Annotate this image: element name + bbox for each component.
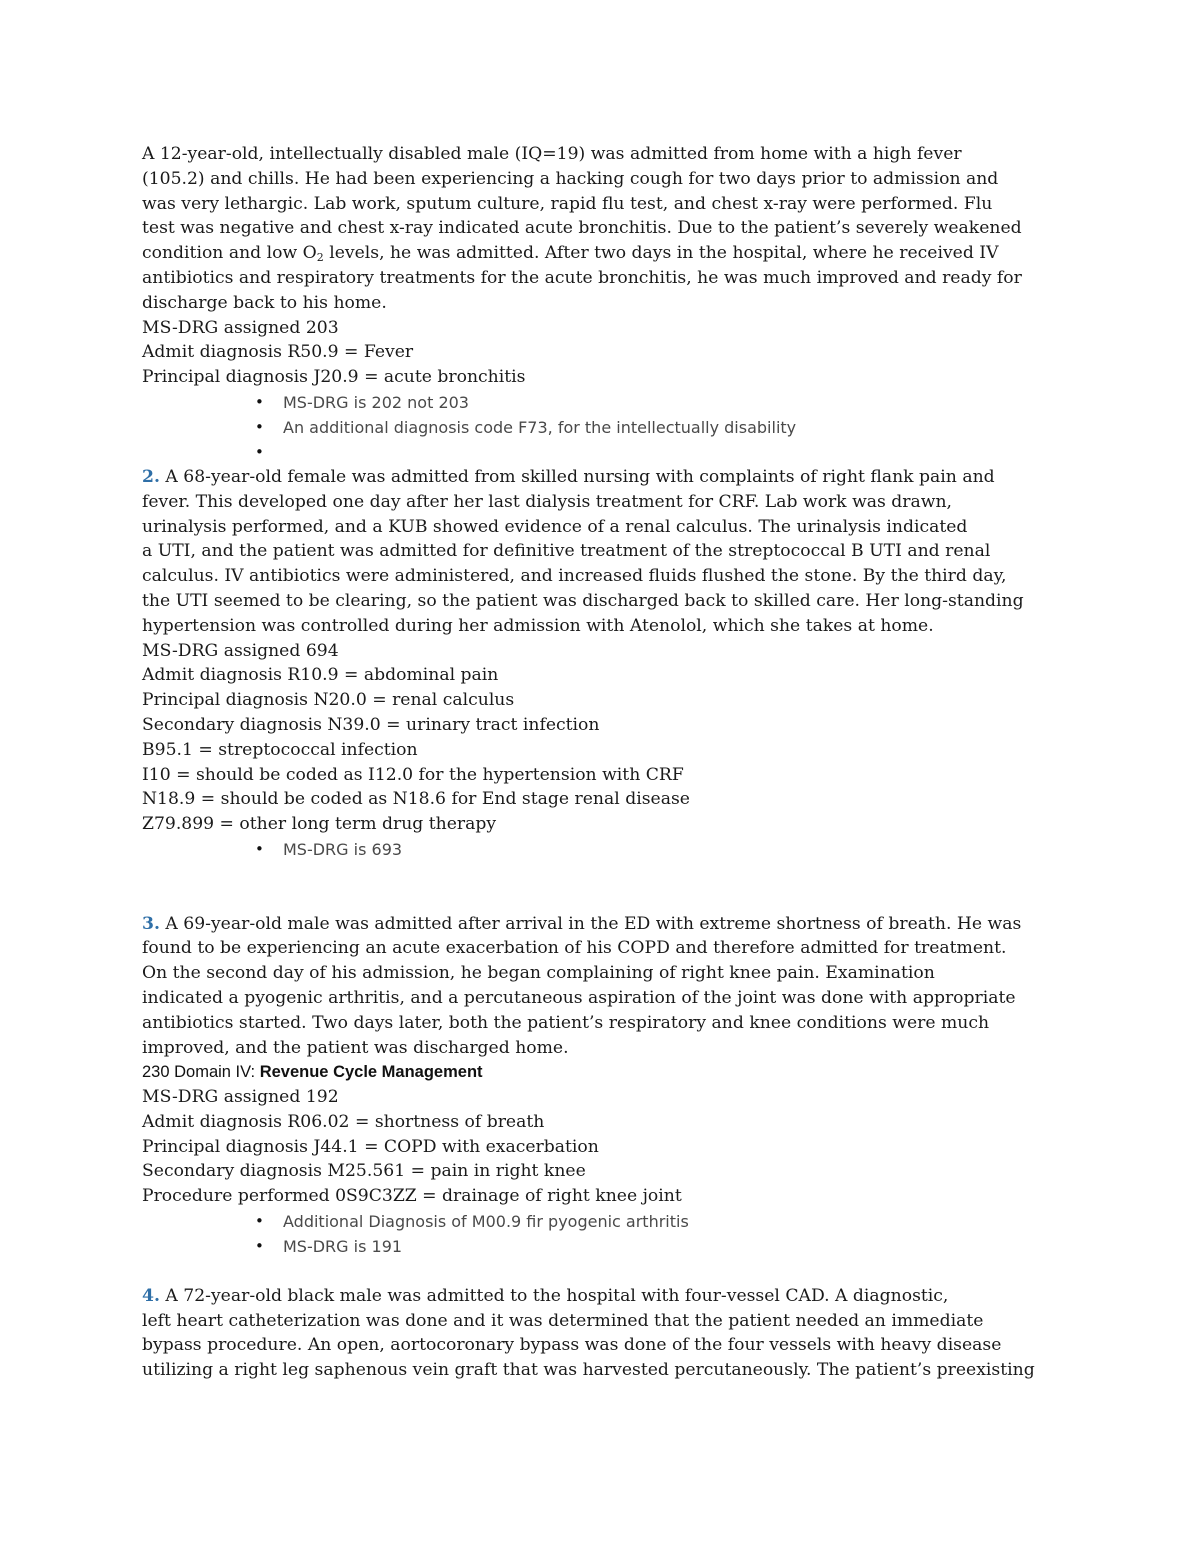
- subscript: 2: [316, 251, 324, 265]
- case-3-text-line: improved, and the patient was discharged home.: [142, 1037, 569, 1058]
- case-1-text-line: test was negative and chest x-ray indicated acute bronchitis. Due to the patient’s severely weakened: [142, 218, 1022, 239]
- secondary-diagnosis: Secondary diagnosis M25.561 = pain in right knee: [142, 1161, 586, 1182]
- principal-diagnosis: Principal diagnosis J20.9 = acute bronchitis: [142, 367, 526, 388]
- case-1-text-line: discharge back to his home.: [142, 292, 387, 313]
- text-fragment: A 69-year-old male was admitted after arrival in the ED with extreme shortness of breath. He was: [159, 913, 1022, 934]
- bullet-icon: •: [255, 442, 264, 461]
- blank-line: [142, 862, 1052, 887]
- case-number: 3.: [142, 913, 160, 934]
- case-1-text-line: was very lethargic. Lab work, sputum culture, rapid flu test, and chest x-ray were performed. Flu: [142, 193, 993, 214]
- case-4-text-line: bypass procedure. An open, aortocoronary bypass was done of the four vessels with heavy disease: [142, 1335, 1002, 1356]
- case-4: [142, 1284, 1052, 1383]
- case-2-text-line: urinalysis performed, and a KUB showed evidence of a renal calculus. The urinalysis indicated: [142, 516, 968, 537]
- case-1-text-line: A 12-year-old, intellectually disabled male (IQ=19) was admitted from home with a high fever: [142, 144, 962, 164]
- case-4-text-line: left heart catheterization was done and it was determined that the patient needed an immediate: [142, 1310, 984, 1331]
- bullet-icon: •: [255, 392, 264, 411]
- case-3-text-line: On the second day of his admission, he began complaining of right knee pain. Examination: [142, 963, 935, 984]
- bullet-icon: •: [255, 417, 264, 436]
- case-3: [142, 912, 1052, 1284]
- correction-note: [142, 1209, 1052, 1234]
- case-3-text-line: found to be experiencing an acute exacerbation of his COPD and therefore admitted for treatment.: [142, 938, 1007, 959]
- case-3-text-line: antibiotics started. Two days later, both the patient’s respiratory and knee conditions were much: [142, 1012, 990, 1033]
- case-1-text-line: [142, 241, 1052, 266]
- case-3-text-line: indicated a pyogenic arthritis, and a percutaneous aspiration of the joint was done with appropriate: [142, 987, 1016, 1008]
- bullet-icon: •: [255, 1212, 264, 1231]
- correction-note: [142, 837, 1052, 862]
- diagnosis-code-line: I10 = should be coded as I12.0 for the hypertension with CRF: [142, 764, 684, 785]
- case-number: 4.: [142, 1285, 160, 1306]
- text-fragment: condition and low O: [142, 243, 317, 264]
- case-4-text-line: utilizing a right leg saphenous vein graft that was harvested percutaneously. The patient’s preexisting: [142, 1360, 1035, 1381]
- book-reference: [142, 1060, 1052, 1085]
- admit-diagnosis: Admit diagnosis R10.9 = abdominal pain: [142, 665, 499, 686]
- text-fragment: A 68-year-old female was admitted from skilled nursing with complaints of right flank pain and: [159, 466, 995, 487]
- case-4-text-line: [142, 1284, 1052, 1309]
- correction-note: [142, 1234, 1052, 1259]
- text-fragment: levels, he was admitted. After two days in the hospital, where he received IV: [323, 243, 999, 264]
- case-2: [142, 465, 1052, 912]
- ms-drg-assigned: MS-DRG assigned 192: [142, 1087, 339, 1108]
- case-3-text-line: [142, 912, 1052, 937]
- case-2-text-line: fever. This developed one day after her last dialysis treatment for CRF. Lab work was drawn,: [142, 491, 953, 512]
- admit-diagnosis: Admit diagnosis R06.02 = shortness of breath: [142, 1111, 545, 1132]
- correction-note: [142, 415, 1052, 440]
- admit-diagnosis: Admit diagnosis R50.9 = Fever: [142, 342, 414, 363]
- correction-note: [142, 390, 1052, 415]
- case-2-text-line: calculus. IV antibiotics were administered, and increased fluids flushed the stone. By the third day,: [142, 566, 1007, 587]
- note-text: MS-DRG is 693: [283, 839, 403, 859]
- ms-drg-assigned: MS-DRG assigned 203: [142, 317, 339, 338]
- case-2-text-line: the UTI seemed to be clearing, so the patient was discharged back to skilled care. Her long-standing: [142, 590, 1024, 611]
- diagnosis-code-line: N18.9 = should be coded as N18.6 for End stage renal disease: [142, 789, 690, 810]
- procedure-performed: Procedure performed 0S9C3ZZ = drainage of right knee joint: [142, 1186, 682, 1207]
- correction-note: [142, 440, 1052, 465]
- case-1-text-line: antibiotics and respiratory treatments for the acute bronchitis, he was much improved and ready for: [142, 267, 1022, 288]
- bullet-icon: •: [255, 1237, 264, 1256]
- document-body: [142, 142, 1052, 1383]
- ms-drg-assigned: MS-DRG assigned 694: [142, 640, 339, 661]
- case-1: [142, 142, 1052, 465]
- case-2-text-line: [142, 465, 1052, 490]
- text-fragment: 230 Domain IV:: [142, 1063, 260, 1082]
- diagnosis-code-line: B95.1 = streptococcal infection: [142, 739, 418, 760]
- blank-line: [142, 1259, 1052, 1284]
- book-section-title: Revenue Cycle Management: [259, 1063, 483, 1082]
- note-text: An additional diagnosis code F73, for the intellectually disability: [283, 417, 797, 437]
- secondary-diagnosis: Secondary diagnosis N39.0 = urinary tract infection: [142, 714, 600, 735]
- case-2-text-line: hypertension was controlled during her admission with Atenolol, which she takes at home.: [142, 615, 934, 636]
- bullet-icon: •: [255, 839, 264, 858]
- case-2-text-line: a UTI, and the patient was admitted for definitive treatment of the streptococcal B UTI and renal: [142, 541, 991, 562]
- case-1-text-line: (105.2) and chills. He had been experiencing a hacking cough for two days prior to admission and: [142, 168, 999, 189]
- blank-line: [142, 887, 1052, 912]
- principal-diagnosis: Principal diagnosis N20.0 = renal calculus: [142, 690, 515, 711]
- note-text: Additional Diagnosis of M00.9 fir pyogenic arthritis: [283, 1212, 689, 1232]
- note-text: MS-DRG is 202 not 203: [283, 392, 469, 412]
- case-number: 2.: [142, 466, 160, 487]
- diagnosis-code-line: Z79.899 = other long term drug therapy: [142, 814, 497, 835]
- principal-diagnosis: Principal diagnosis J44.1 = COPD with exacerbation: [142, 1136, 599, 1157]
- text-fragment: A 72-year-old black male was admitted to the hospital with four-vessel CAD. A diagnostic,: [159, 1285, 949, 1306]
- note-text: MS-DRG is 191: [283, 1237, 403, 1257]
